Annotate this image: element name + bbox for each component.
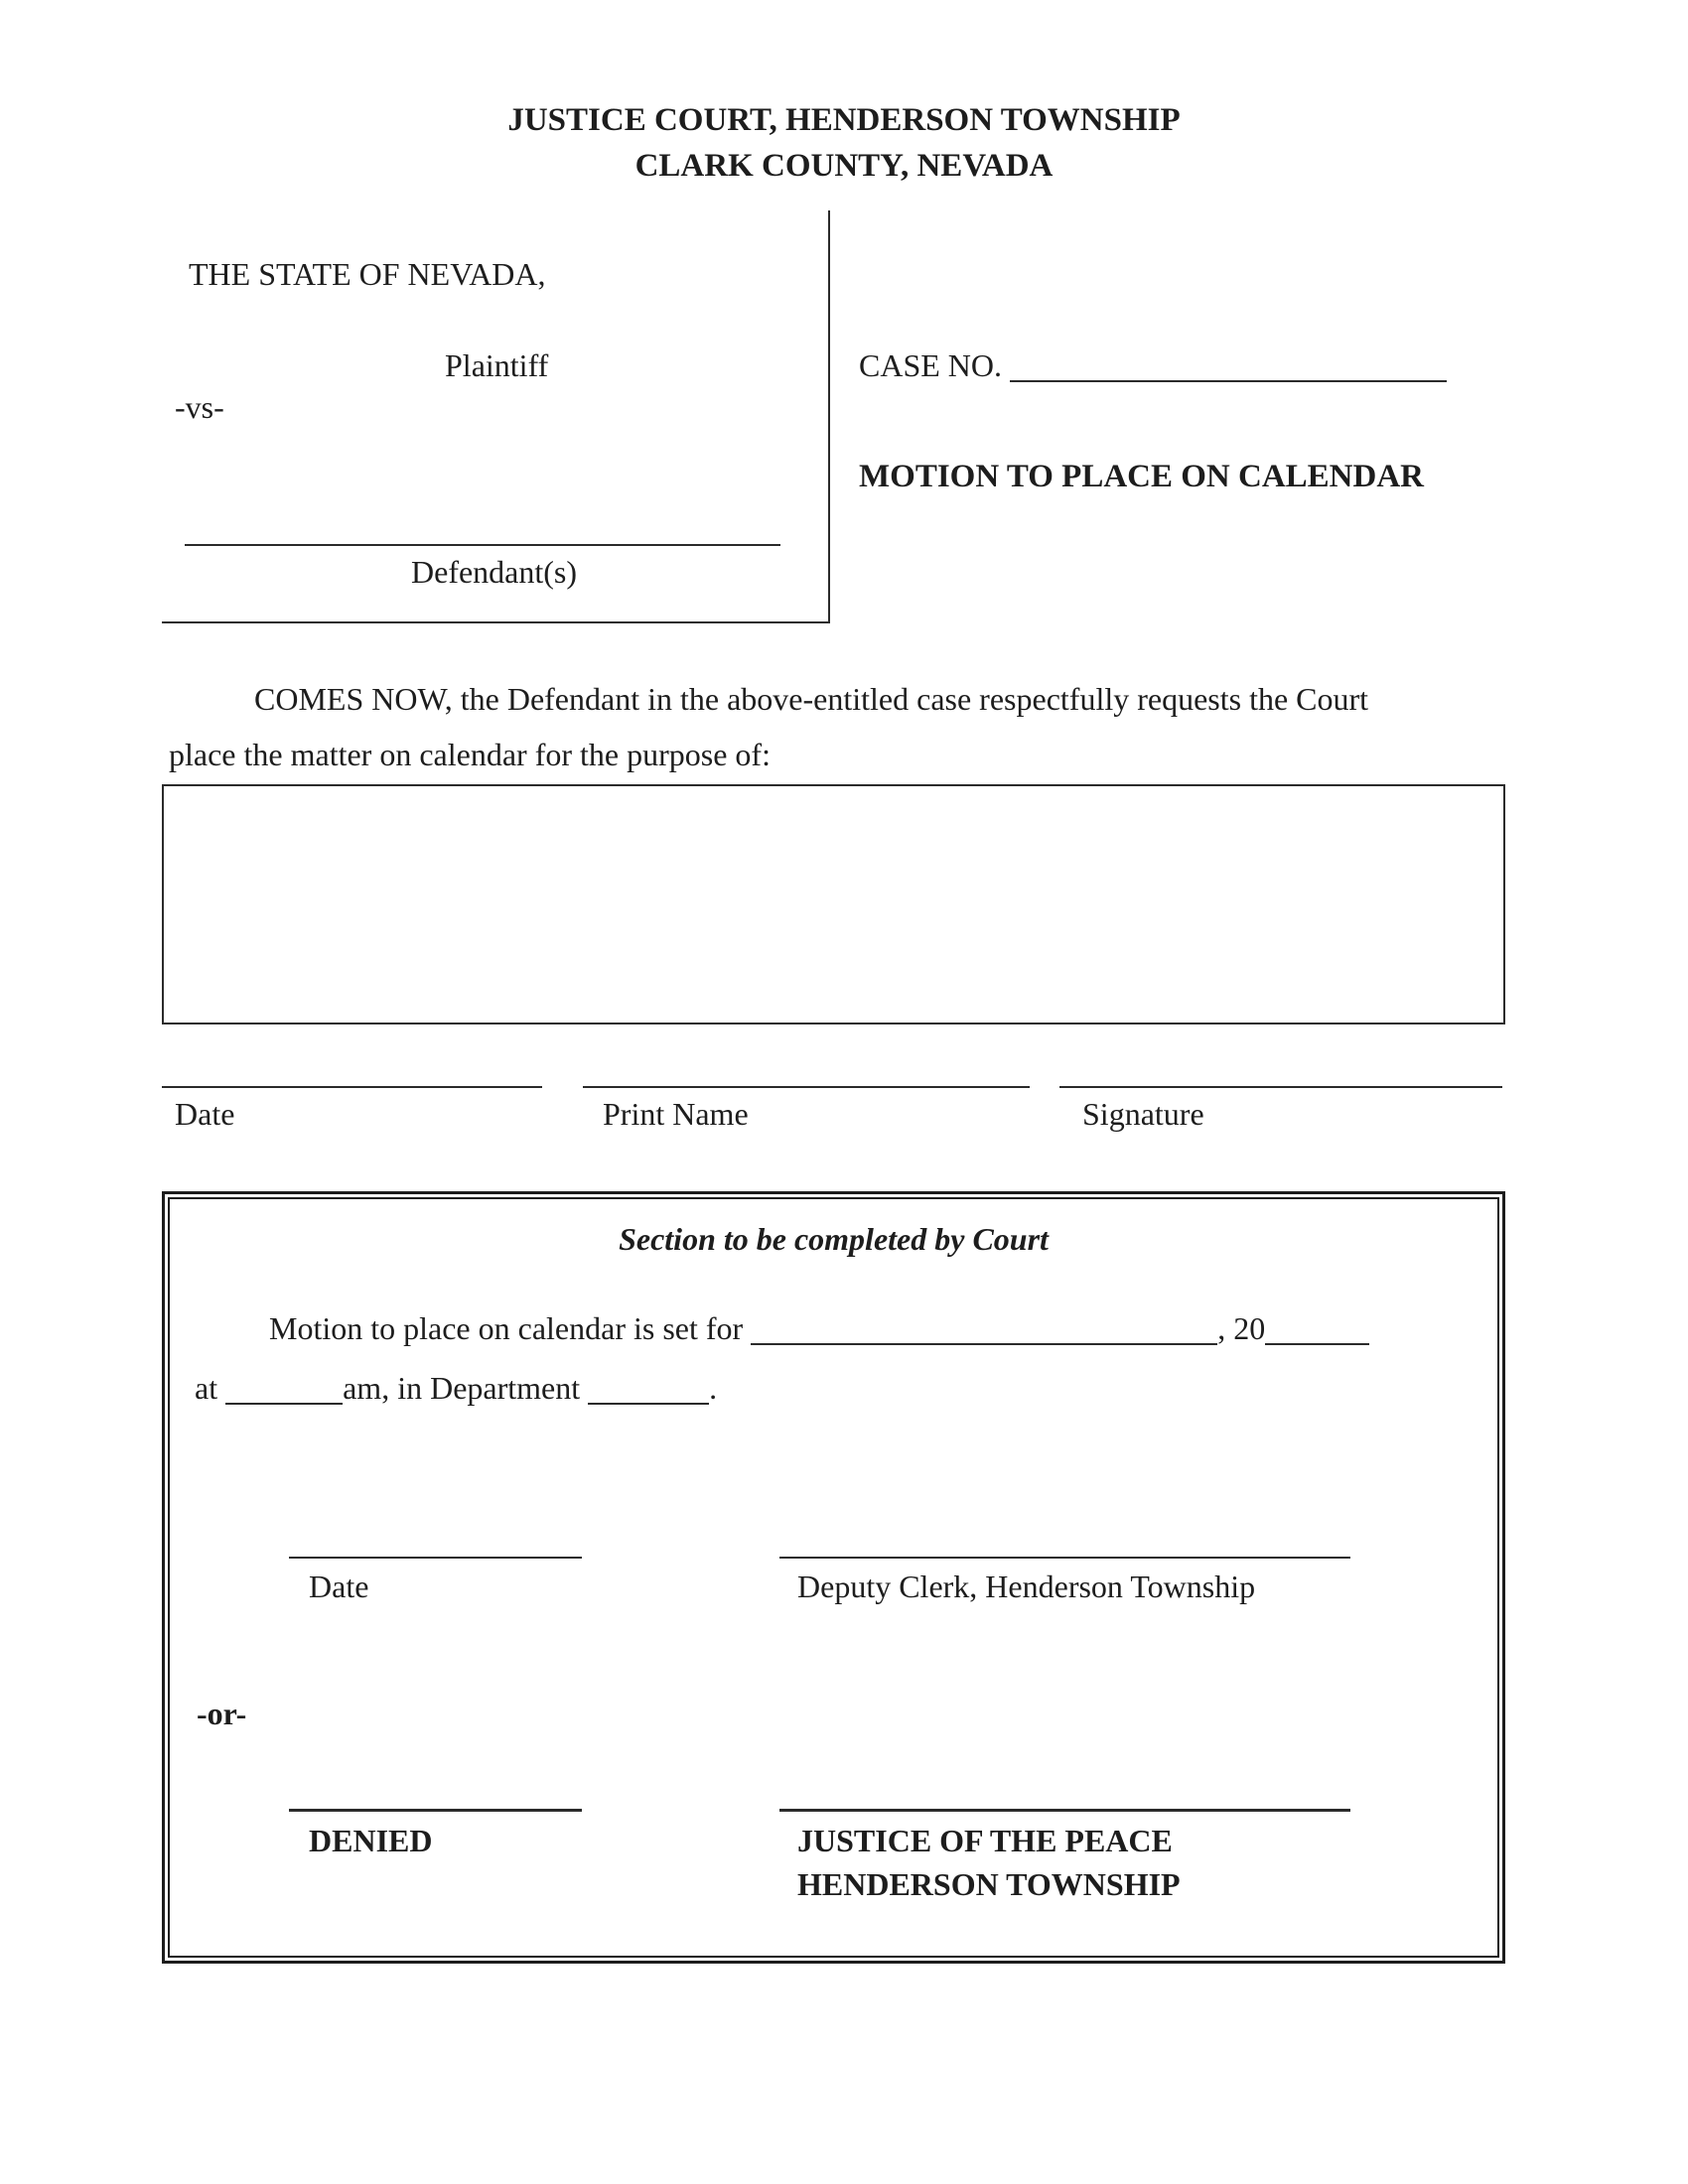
- caption-divider-horizontal: [162, 621, 830, 623]
- county-title: CLARK COUNTY, NEVADA: [634, 148, 1054, 184]
- court-section-title: Section to be completed by Court: [619, 1221, 1049, 1257]
- form-header: [0, 97, 1688, 189]
- justice-signature-field[interactable]: [779, 1809, 1350, 1812]
- deputy-clerk-label: Deputy Clerk, Henderson Township: [797, 1569, 1256, 1604]
- court-date-label: Date: [309, 1569, 369, 1604]
- plaintiff-name: THE STATE OF NEVADA,: [189, 256, 546, 292]
- signature-label: Signature: [1082, 1096, 1204, 1132]
- hearing-date-field[interactable]: [751, 1313, 1217, 1345]
- date-field[interactable]: [162, 1086, 542, 1088]
- justice-title-line1: JUSTICE OF THE PEACE: [797, 1823, 1173, 1858]
- date-label: Date: [175, 1096, 235, 1132]
- year-field[interactable]: [1265, 1313, 1369, 1345]
- department-field[interactable]: [588, 1373, 709, 1405]
- defendant-name-field[interactable]: [185, 544, 780, 546]
- motion-title: MOTION TO PLACE ON CALENDAR: [859, 459, 1425, 494]
- body-line-2: place the matter on calendar for the purpose of:: [169, 737, 771, 772]
- vs-label: -vs-: [175, 389, 224, 425]
- set-for-row: [269, 1310, 1490, 1347]
- print-name-field[interactable]: [583, 1086, 1030, 1088]
- justice-title-line2: HENDERSON TOWNSHIP: [797, 1866, 1181, 1902]
- denied-label: DENIED: [309, 1823, 433, 1858]
- deputy-clerk-field[interactable]: [779, 1557, 1350, 1559]
- court-date-field[interactable]: [289, 1557, 582, 1559]
- case-no-label: CASE NO.: [859, 347, 1003, 383]
- print-name-label: Print Name: [603, 1096, 749, 1132]
- court-section-box: [162, 1191, 1505, 1964]
- court-section-inner: [168, 1197, 1499, 1958]
- or-label: -or-: [197, 1696, 247, 1731]
- year-prefix: , 20: [1217, 1310, 1266, 1346]
- dept-text: am, in Department: [343, 1370, 581, 1406]
- time-dept-row: [195, 1370, 1476, 1407]
- court-title: JUSTICE COURT, HENDERSON TOWNSHIP: [507, 102, 1181, 138]
- at-text: at: [195, 1370, 218, 1406]
- body-line-1: COMES NOW, the Defendant in the above-entitled case respectfully requests the Court: [254, 681, 1369, 717]
- defendant-label: Defendant(s): [411, 554, 578, 590]
- caption-divider-vertical: [828, 210, 830, 623]
- purpose-field[interactable]: [162, 784, 1505, 1024]
- case-no-row: [859, 347, 1447, 384]
- set-for-text: Motion to place on calendar is set for: [269, 1310, 744, 1346]
- plaintiff-label: Plaintiff: [445, 347, 549, 383]
- time-field[interactable]: [225, 1373, 343, 1405]
- denied-field[interactable]: [289, 1809, 582, 1812]
- period-text: .: [709, 1370, 718, 1406]
- body-paragraph: [169, 671, 1524, 782]
- signature-field[interactable]: [1059, 1086, 1502, 1088]
- case-no-field[interactable]: [1010, 350, 1447, 382]
